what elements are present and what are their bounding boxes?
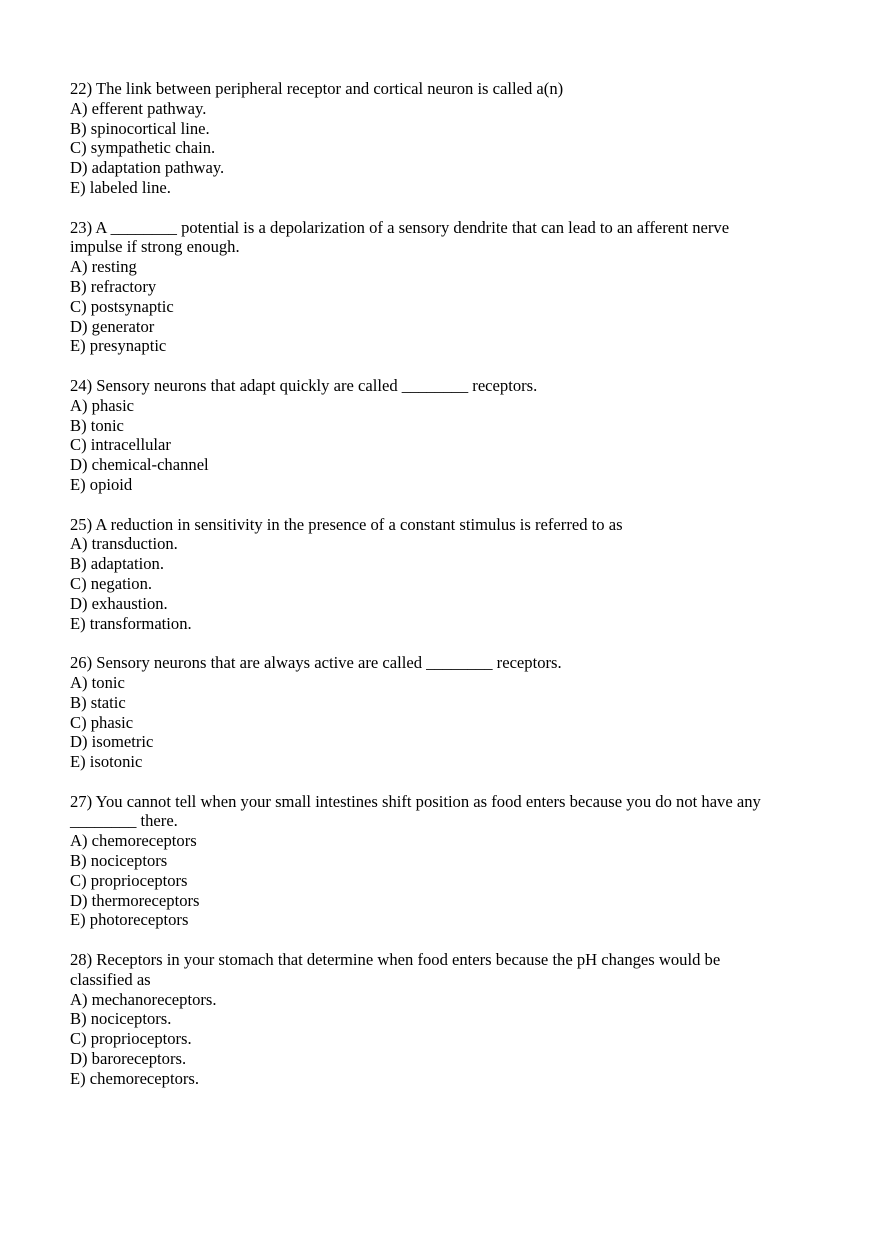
question-block [70,515,850,634]
answer-option: D) chemical-channel [70,455,209,475]
answer-option: A) resting [70,257,137,277]
answer-option: B) static [70,692,126,712]
answer-option: A) phasic [70,395,135,415]
question-stem: 24) Sensory neurons that adapt quickly are called ________ receptors. [70,375,538,395]
question-block [70,653,850,772]
answer-option: D) baroreceptors. [70,1049,187,1069]
answer-option: E) photoreceptors [70,910,189,930]
question-block [70,376,850,495]
answer-option: C) phasic [70,712,134,732]
question-block [70,218,850,357]
question-block [70,79,850,198]
question-stem: 26) Sensory neurons that are always active are called ________ receptors. [70,653,562,673]
question-stem: 25) A reduction in sensitivity in the presence of a constant stimulus is referred to as [70,514,623,534]
answer-option: E) chemoreceptors. [70,1068,199,1088]
answer-option: E) transformation. [70,613,192,633]
answer-option: B) tonic [70,415,124,435]
answer-option: D) generator [70,316,155,336]
answer-option: A) transduction. [70,534,178,554]
answer-option: C) proprioceptors. [70,1029,192,1049]
answer-option: A) mechanoreceptors. [70,989,217,1009]
answer-option: C) negation. [70,573,153,593]
answer-option: E) isotonic [70,752,143,772]
document-page [70,79,850,1108]
answer-option: B) refractory [70,276,157,296]
question-stem: ________ there. [70,811,178,831]
answer-option: D) thermoreceptors [70,890,200,910]
answer-option: D) adaptation pathway. [70,158,225,178]
answer-option: D) exhaustion. [70,593,168,613]
answer-option: A) tonic [70,672,125,692]
question-stem: 22) The link between peripheral receptor and cortical neuron is called a(n) [70,79,564,98]
answer-option: B) nociceptors. [70,1009,172,1029]
answer-option: C) intracellular [70,435,171,455]
answer-option: E) presynaptic [70,336,167,356]
answer-option: C) postsynaptic [70,296,174,316]
answer-option: C) proprioceptors [70,870,188,890]
question-stem: impulse if strong enough. [70,237,240,257]
answer-option: C) sympathetic chain. [70,138,216,158]
question-block [70,792,850,931]
answer-option: B) nociceptors [70,851,168,871]
question-stem: 28) Receptors in your stomach that determine when food enters because the pH changes would be [70,950,721,970]
answer-option: B) adaptation. [70,554,165,574]
answer-option: A) efferent pathway. [70,98,207,118]
answer-option: A) chemoreceptors [70,831,197,851]
answer-option: E) opioid [70,474,133,494]
question-stem: 27) You cannot tell when your small intestines shift position as food enters because you do not have any [70,791,761,811]
question-stem: classified as [70,969,151,989]
answer-option: E) labeled line. [70,177,171,197]
answer-option: D) isometric [70,732,154,752]
question-stem: 23) A ________ potential is a depolarization of a sensory dendrite that can lead to an afferent nerve [70,217,730,237]
question-block [70,950,850,1089]
answer-option: B) spinocortical line. [70,118,210,138]
